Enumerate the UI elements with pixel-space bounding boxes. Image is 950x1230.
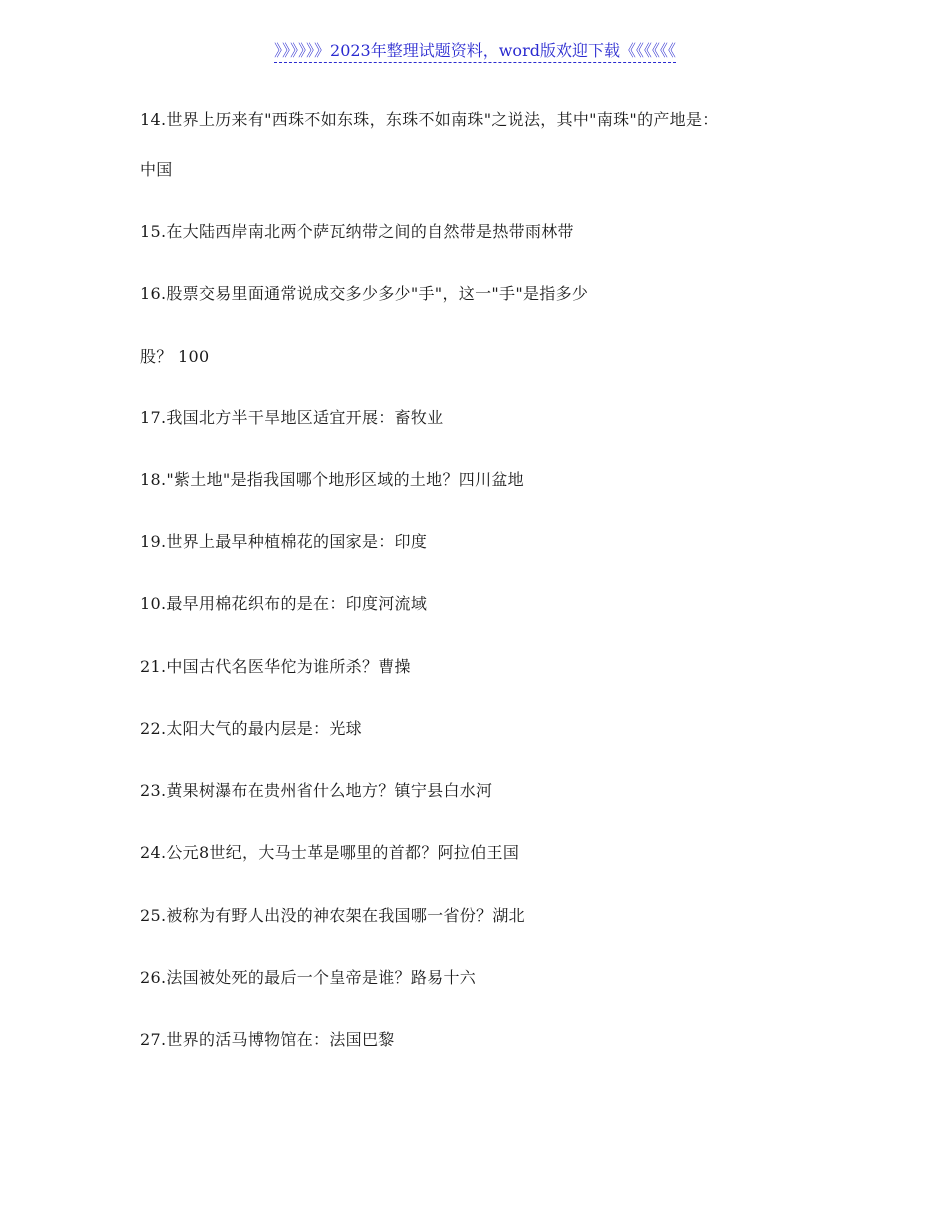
text-line: 18."紫土地"是指我国哪个地形区域的土地？四川盆地 xyxy=(140,470,524,489)
text-line: 26.法国被处死的最后一个皇帝是谁？路易十六 xyxy=(140,968,477,987)
text-line: 25.被称为有野人出没的神农架在我国哪一省份？湖北 xyxy=(140,906,525,925)
text-line: 24.公元8世纪，大马士革是哪里的首都？阿拉伯王国 xyxy=(140,843,520,862)
text-line: 中国 xyxy=(140,160,173,179)
text-line: 27.世界的活马博物馆在：法国巴黎 xyxy=(140,1030,395,1049)
text-line: 19.世界上最早种植棉花的国家是：印度 xyxy=(140,532,428,551)
text-line: 21.中国古代名医华佗为谁所杀？曹操 xyxy=(140,657,411,676)
text-line: 股？ 100 xyxy=(140,347,210,366)
header-link-text[interactable]: 》》》》》》2023年整理试题资料，word版欢迎下载《《《《《《 xyxy=(274,41,676,63)
text-line: 15.在大陆西岸南北两个萨瓦纳带之间的自然带是热带雨林带 xyxy=(140,222,574,241)
header-download-link[interactable] xyxy=(0,38,950,61)
text-line: 22.太阳大气的最内层是：光球 xyxy=(140,719,362,738)
text-line: 14.世界上历来有"西珠不如东珠，东珠不如南珠"之说法，其中"南珠"的产地是： xyxy=(140,110,719,129)
text-line: 10.最早用棉花织布的是在：印度河流域 xyxy=(140,594,428,613)
text-line: 23.黄果树瀑布在贵州省什么地方？镇宁县白水河 xyxy=(140,781,493,800)
text-line: 16.股票交易里面通常说成交多少多少"手"，这一"手"是指多少 xyxy=(140,284,589,303)
text-line: 17.我国北方半干旱地区适宜开展：畜牧业 xyxy=(140,408,444,427)
